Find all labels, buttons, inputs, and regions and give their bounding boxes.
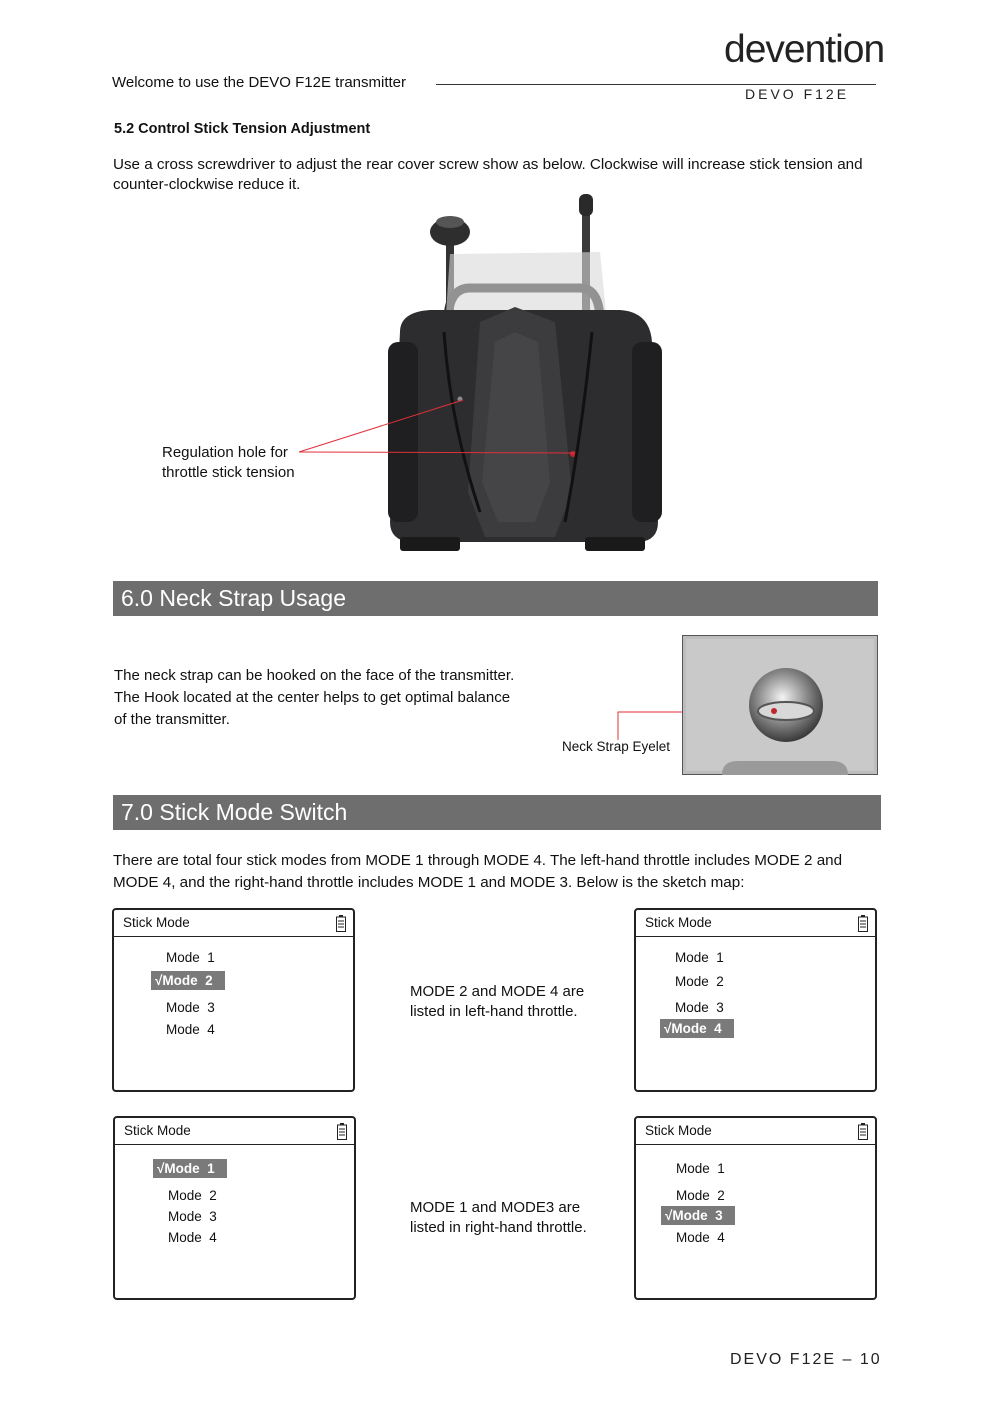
eyelet-label: Neck Strap Eyelet [562,739,671,754]
header-rule [436,84,876,85]
mode-item[interactable]: Mode 1 [676,1161,725,1176]
section-6-0-body [114,665,554,731]
tension-callout-line1: Regulation hole for [162,444,288,461]
lcd-title: Stick Mode [124,1123,191,1138]
brand-model: DEVO F12E [745,86,850,102]
lcd-mode1-selected [113,1116,356,1300]
section-6-0-bar: 6.0 Neck Strap Usage [113,581,878,616]
transmitter-rear-illustration [360,192,680,567]
lcd-mode3-selected [634,1116,877,1300]
lcd-separator [636,936,875,937]
mode-item[interactable]: Mode 1 [675,950,724,965]
note-left-line1: MODE 2 and MODE 4 are [410,983,585,1000]
note-right-line1: MODE 1 and MODE3 are [410,1199,581,1216]
mode-item-selected[interactable]: √Mode 2 [151,971,225,990]
battery-icon [858,915,868,932]
lcd-separator [115,1144,354,1145]
section-7-0-bar: 7.0 Stick Mode Switch [113,795,881,830]
lcd-separator [636,1144,875,1145]
neck-strap-eyelet-photo [682,635,878,775]
mode-item[interactable]: Mode 2 [675,974,724,989]
mode-item[interactable]: Mode 4 [166,1022,215,1037]
note-left-line2: listed in left-hand throttle. [410,1003,578,1020]
lcd-mode2-selected [112,908,355,1092]
mode-item[interactable]: Mode 3 [166,1000,215,1015]
lcd-title: Stick Mode [645,915,712,930]
battery-icon [336,915,346,932]
mode-item[interactable]: Mode 2 [676,1188,725,1203]
mode-item-selected[interactable]: √Mode 3 [661,1206,735,1225]
lcd-title: Stick Mode [645,1123,712,1138]
mode-item[interactable]: Mode 4 [168,1230,217,1245]
section-6-0-line3: of the transmitter. [114,711,230,728]
mode-item[interactable]: Mode 2 [168,1188,217,1203]
lcd-separator [114,936,353,937]
note-right-hand [410,1198,587,1238]
mode-item[interactable]: Mode 3 [675,1000,724,1015]
brand-logo: devention [724,28,885,71]
section-6-0-line2: The Hook located at the center helps to get optimal balance [114,689,511,706]
mode-item[interactable]: Mode 4 [676,1230,725,1245]
page-footer: DEVO F12E – 10 [730,1351,882,1368]
section-7-0-body: There are total four stick modes from MODE 1 through MODE 4. The left-hand throttle includes MODE 2 and MODE 4, and the right-hand throttle includes MODE 1 and MODE 3. Below is the sketch map: [113,852,843,891]
section-5-2-body: Use a cross screwdriver to adjust the rear cover screw show as below. Clockwise will increase stick tension and counter-clockwise reduce it. [113,156,863,193]
note-left-hand [410,982,584,1022]
lcd-title: Stick Mode [123,915,190,930]
note-right-line2: listed in right-hand throttle. [410,1219,587,1236]
battery-icon [858,1123,868,1140]
section-5-2-title: 5.2 Control Stick Tension Adjustment [114,121,371,137]
battery-icon [337,1123,347,1140]
lcd-mode4-selected [634,908,877,1092]
tension-callout-line2: throttle stick tension [162,464,295,481]
tension-callout [162,443,295,483]
section-6-0-line1: The neck strap can be hooked on the face of the transmitter. [114,667,515,684]
mode-item-selected[interactable]: √Mode 4 [660,1019,734,1038]
mode-item[interactable]: Mode 1 [166,950,215,965]
header-welcome: Welcome to use the DEVO F12E transmitter [112,74,407,91]
mode-item-selected[interactable]: √Mode 1 [153,1159,227,1178]
mode-item[interactable]: Mode 3 [168,1209,217,1224]
